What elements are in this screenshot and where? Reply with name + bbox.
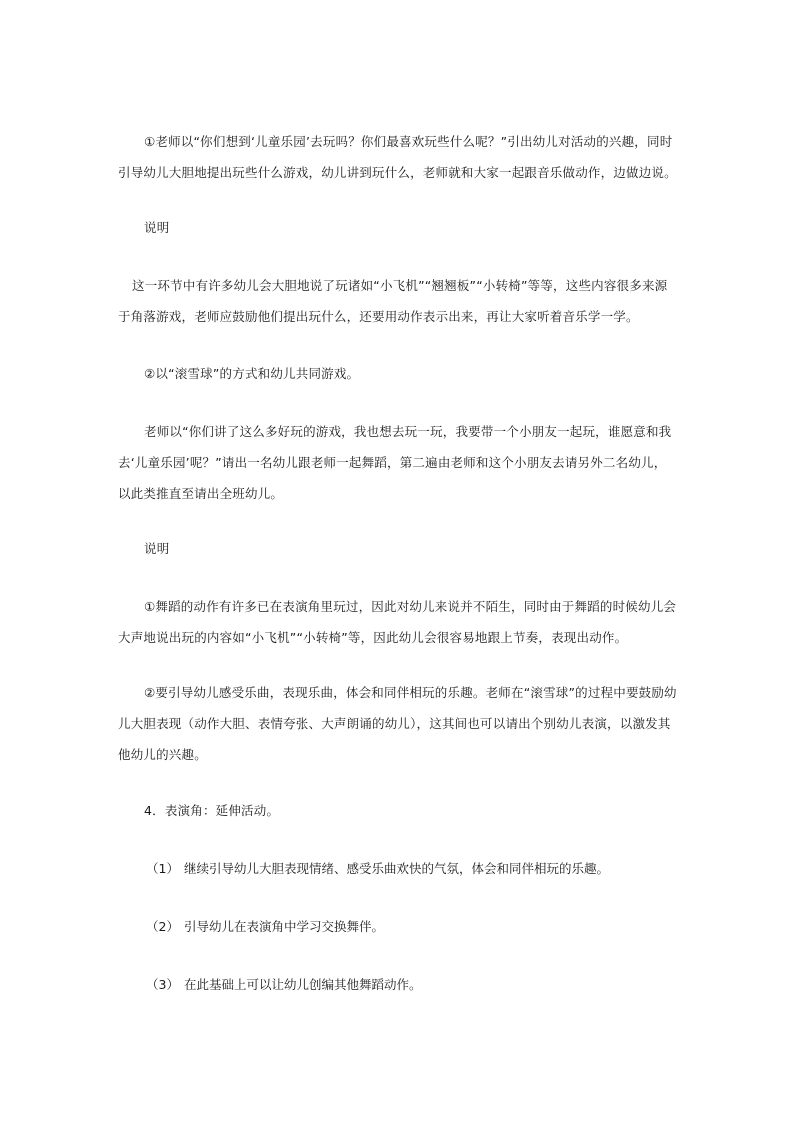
- list-item-number: （3）: [146, 977, 179, 992]
- list-item: [146, 911, 384, 942]
- section-heading-performance: 4．表演角：延伸活动。: [144, 803, 280, 818]
- list-item-text: 在此基础上可以让幼儿创编其他舞蹈动作。: [183, 977, 422, 992]
- list-item: [146, 853, 609, 884]
- list-item-number: （2）: [146, 919, 179, 934]
- paragraph-note-heading-2: 说明: [144, 541, 170, 556]
- list-item-number: （1）: [146, 861, 179, 876]
- paragraph-teacher-invite: 老师以“你们讲了这么多好玩的游戏，我也想去玩一玩，我要带一个小朋友一起玩，谁愿意和我去‘儿童乐园’呢？”请出一名幼儿跟老师一起舞蹈，第二遍由老师和这个小朋友去请另外二名幼儿，以此类推直至请出全班幼儿。: [118, 424, 672, 501]
- list-item-text: 引导幼儿在表演角中学习交换舞伴。: [183, 919, 384, 934]
- paragraph-note-body: 这一环节中有许多幼儿会大胆地说了玩诸如“小飞机”“翘翘板”“小转椅”等等，这些内容很多来源于角落游戏，老师应鼓励他们提出玩什么，还要用动作表示出来，再让大家听着音乐学一学。: [118, 278, 668, 324]
- paragraph-note-heading: 说明: [144, 220, 170, 235]
- paragraph-intro-activity: ①老师以“你们想到‘儿童乐园’去玩吗？你们最喜欢玩些什么呢？”引出幼儿对活动的兴趣，同时引导幼儿大胆地提出玩些什么游戏，幼儿讲到玩什么，老师就和大家一起跟音乐做动作，边做边说。: [118, 134, 677, 180]
- list-item-text: 继续引导幼儿大胆表现情绪、感受乐曲欢快的气氛，体会和同伴相玩的乐趣。: [183, 861, 609, 876]
- list-item: [146, 969, 422, 1000]
- paragraph-note-music-feel: ②要引导幼儿感受乐曲，表现乐曲，体会和同伴相玩的乐趣。老师在“滚雪球”的过程中要鼓励幼儿大胆表现（动作大胆、表情夸张、大声朗诵的幼儿），这其间也可以请出个别幼儿表演，以激发其他幼儿的兴趣。: [118, 685, 677, 762]
- paragraph-snowball-game: ②以“滚雪球”的方式和幼儿共同游戏。: [144, 366, 360, 381]
- paragraph-note-dance-moves: ①舞蹈的动作有许多已在表演角里玩过，因此对幼儿来说并不陌生，同时由于舞蹈的时候幼儿会大声地说出玩的内容如“小飞机”“小转椅”等，因此幼儿会很容易地跟上节奏，表现出动作。: [118, 599, 677, 645]
